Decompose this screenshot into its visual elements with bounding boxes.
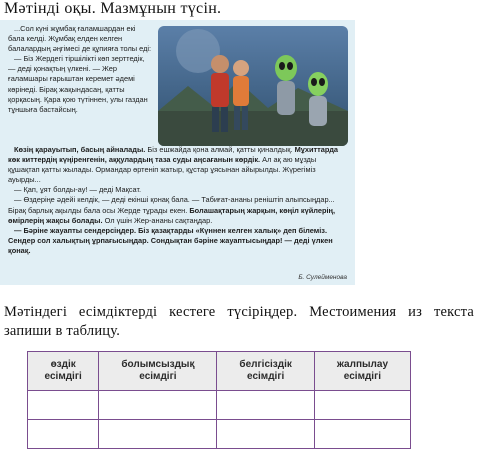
text-paragraph	[8, 145, 348, 185]
table-header-row	[28, 352, 411, 391]
header-indefinite: белгісіздік есімдігі	[217, 352, 314, 391]
table-cell[interactable]	[217, 420, 314, 449]
text-paragraph	[8, 195, 348, 225]
bold-phrase: Болашақтарың жарқын, көңіл күйлерің, өмірлерің жақсы болады.	[8, 205, 336, 225]
header-reflexive: өздік есімдігі	[28, 352, 99, 391]
table-cell[interactable]	[28, 420, 99, 449]
table-row	[28, 420, 411, 449]
task-instruction: Мәтіндегі есімдіктерді кестеге түсіріңдер. Местоимения из текста запиши в таблицу.	[4, 304, 474, 339]
text-paragraph: — Біз Жердегі тіршілікті көп зерттедік, — деді қонақтың үлкені. — Жер ғаламшары ғарыштан керемет әдемі көрінеді. Бірақ жақындасаң, қатты қорқасың. Қара қою түтіннен, улы газдан тұншыға бастайсың.	[8, 54, 148, 114]
author-credit: Б. Сулейменова	[298, 274, 347, 281]
table-cell[interactable]	[28, 391, 99, 420]
pronoun-table	[27, 351, 411, 449]
text-run: — Өздеріңе әдейі келдік, — деді екінші қонақ бала. — Табиғат-ананы реніштіп алыпсыңдар... Бірақ барлық ақылды бала осы Жерде тұрады екен.	[8, 195, 335, 215]
task-heading: Мәтінді оқы. Мазмұнын түсін.	[4, 0, 222, 17]
table-cell[interactable]	[217, 391, 314, 420]
text-paragraph: — Қап, ұят болды-ау! — деді Мақсат.	[14, 185, 142, 195]
text-left-column	[8, 24, 154, 115]
table-cell[interactable]	[99, 420, 217, 449]
illustration-image	[158, 26, 348, 146]
text-full-width	[8, 145, 348, 256]
text-run: Ал ақ аю мұзды құшақтап қатты жылады. Ормандар өртеніп жатыр, құстар ұясынан айырылды. Жүрегіміз ауырды...	[8, 155, 317, 185]
header-negative: болымсыздық есімдігі	[99, 352, 217, 391]
text-run: Біз ешжайда қона алмай, қатты қиналдық.	[145, 145, 295, 154]
bold-phrase: Мұхиттарда көк киттердің күңіренгенін, аққулардың таза суды аңсағанын көрдік.	[8, 145, 339, 165]
table-cell[interactable]	[314, 420, 410, 449]
table-cell[interactable]	[99, 391, 217, 420]
table-row	[28, 391, 411, 420]
alien-children-illustration	[158, 26, 348, 146]
text-paragraph: — Бәріне жауапты сендерсіңдер. Біз қазақтарды «Күннен келген халық» деп білеміз. Сендер сол халықтың ұрпағысыңдар. Сондықтан бәріне жауаптысыңдар! — деді үлкен қонақ.	[8, 225, 333, 255]
text-run: Ол үшін Жер-ананы сақтаңдар.	[102, 215, 213, 225]
reading-text-box	[0, 20, 355, 285]
bold-phrase: Көзің қарауытып, басың айналады.	[14, 145, 146, 154]
table-cell[interactable]	[314, 391, 410, 420]
header-generalizing: жалпылау есімдігі	[314, 352, 410, 391]
text-paragraph: ...Сол күні жұмбақ ғаламшардан екі бала келді. Жұмбақ елден келген балалардың әңгімесі де құпияға толы еді:	[8, 24, 152, 54]
